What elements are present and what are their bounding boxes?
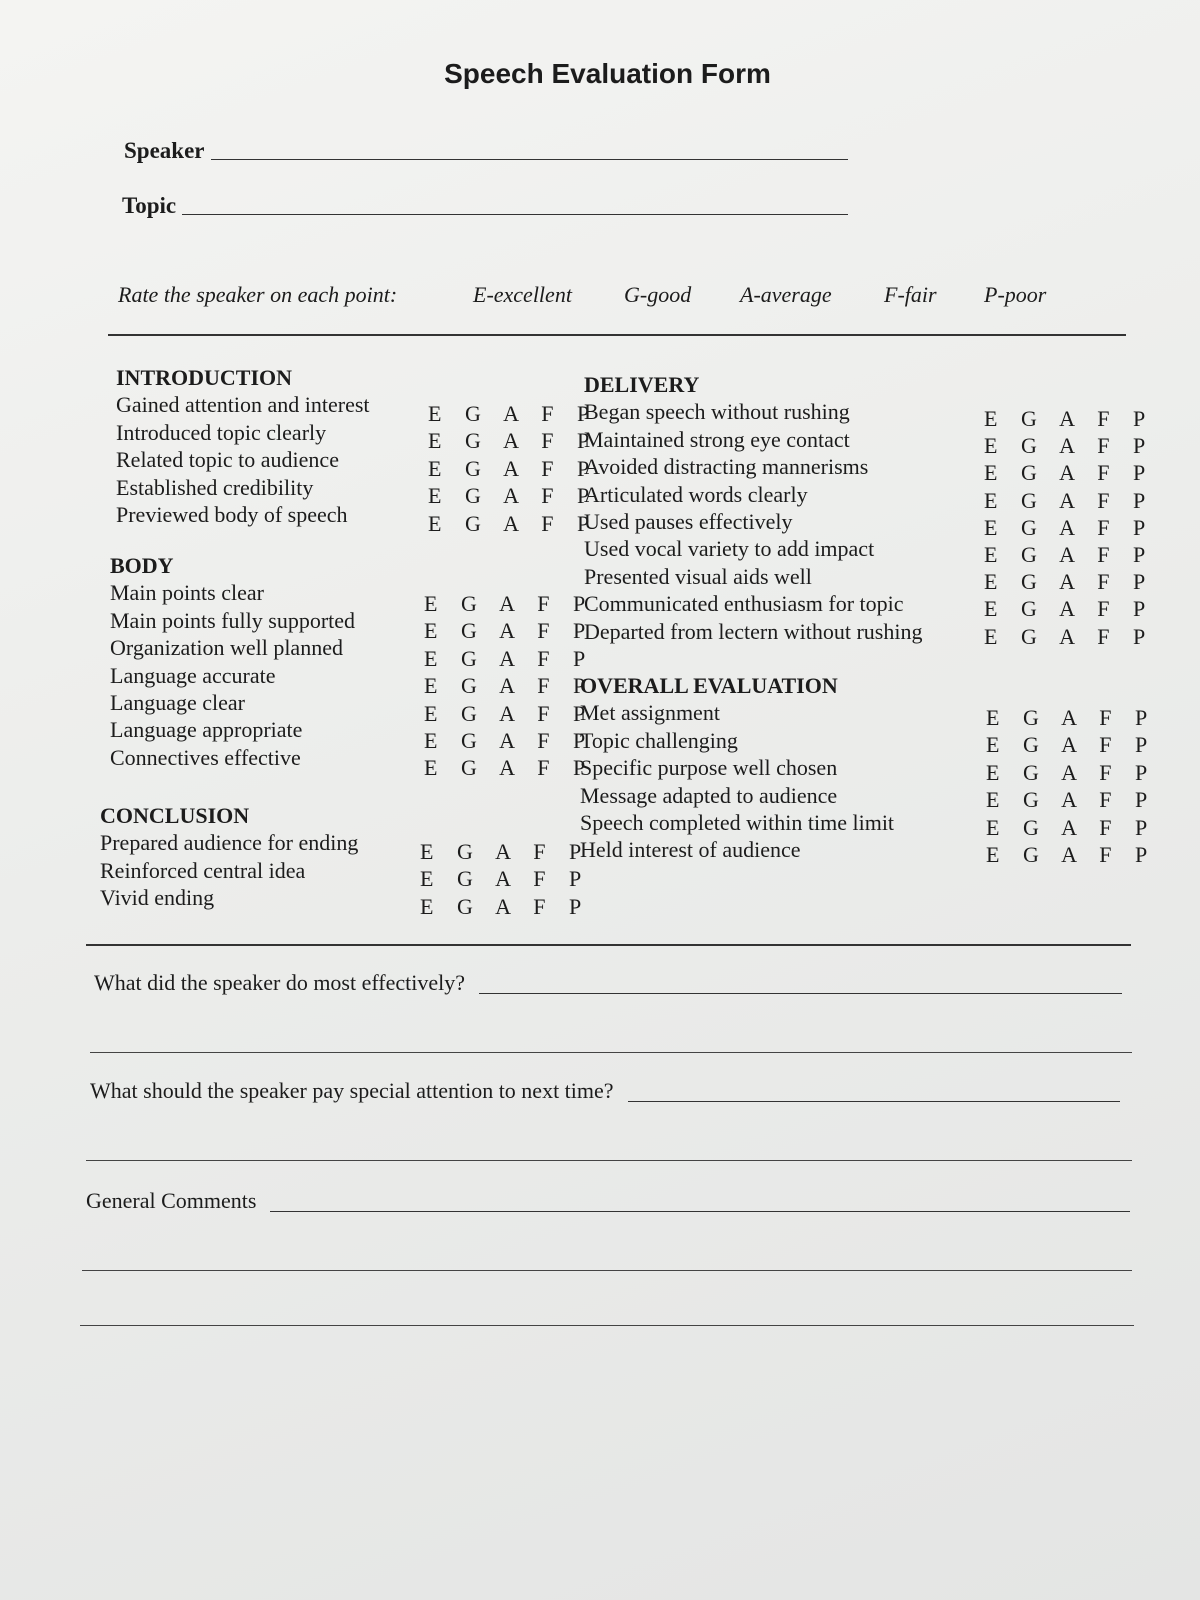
body-heading: BODY bbox=[110, 553, 174, 578]
rating-options[interactable]: E G A F P bbox=[986, 814, 1157, 840]
delivery-item: Articulated words clearly bbox=[584, 481, 808, 507]
rating-options[interactable]: E G A F P bbox=[424, 755, 595, 781]
rating-options[interactable]: E G A F P bbox=[424, 673, 595, 699]
rating-options[interactable]: E G A F P bbox=[428, 510, 599, 536]
topic-field[interactable] bbox=[182, 214, 848, 215]
scale-poor: P-poor bbox=[984, 282, 1047, 307]
comments-line-2[interactable] bbox=[82, 1270, 1132, 1271]
delivery-item: Avoided distracting mannerisms bbox=[584, 454, 869, 480]
overall-item: Specific purpose well chosen bbox=[580, 755, 838, 781]
speaker-field[interactable] bbox=[211, 159, 849, 160]
overall-item: Met assignment bbox=[580, 700, 720, 726]
rating-options[interactable]: E G A F P bbox=[424, 700, 595, 726]
scale-fair: F-fair bbox=[884, 282, 937, 307]
most-effective-label: What did the speaker do most effectively? bbox=[94, 970, 466, 995]
delivery-item: Maintained strong eye contact bbox=[584, 426, 850, 452]
body-item: Language clear bbox=[110, 690, 245, 716]
rating-options[interactable]: E G A F P bbox=[424, 728, 595, 754]
rating-options[interactable]: E G A F P bbox=[986, 705, 1157, 730]
delivery-item: Began speech without rushing bbox=[584, 399, 850, 425]
rating-options[interactable]: E G A F P bbox=[986, 759, 1157, 785]
delivery-item: Communicated enthusiasm for topic bbox=[584, 591, 904, 617]
rating-options[interactable]: E G A F P bbox=[984, 433, 1155, 459]
introduction-heading: INTRODUCTION bbox=[116, 365, 293, 390]
rating-options[interactable]: E G A F P bbox=[984, 487, 1155, 513]
scale-good: G-good bbox=[624, 282, 692, 307]
rating-options[interactable]: E G A F P bbox=[984, 542, 1155, 568]
rating-options[interactable]: E G A F P bbox=[424, 591, 595, 616]
general-comments-label: General Comments bbox=[86, 1188, 257, 1213]
rating-options[interactable]: E G A F P bbox=[986, 787, 1157, 813]
body-item: Language appropriate bbox=[110, 717, 303, 743]
delivery-item: Presented visual aids well bbox=[584, 563, 812, 589]
intro-item: Introduced topic clearly bbox=[116, 419, 327, 445]
rating-options[interactable]: E G A F P bbox=[420, 839, 591, 864]
delivery-section bbox=[584, 371, 922, 645]
rating-options[interactable]: E G A F P bbox=[986, 732, 1157, 758]
rating-options[interactable]: E G A F P bbox=[986, 842, 1157, 868]
next-time-field[interactable] bbox=[628, 1101, 1120, 1102]
intro-item: Related topic to audience bbox=[116, 447, 339, 473]
conclusion-heading: CONCLUSION bbox=[100, 803, 250, 828]
most-effective-field[interactable] bbox=[479, 993, 1122, 994]
scale-excellent: E-excellent bbox=[473, 282, 572, 307]
overall-item: Speech completed within time limit bbox=[580, 810, 895, 836]
general-comments-row bbox=[86, 1188, 1130, 1214]
conclusion-item: Vivid ending bbox=[100, 885, 215, 911]
next-time-label: What should the speaker pay special attention to next time? bbox=[90, 1078, 614, 1103]
rating-options[interactable]: E G A F P bbox=[428, 401, 599, 426]
comments-line-3[interactable] bbox=[80, 1325, 1134, 1326]
introduction-section bbox=[116, 364, 370, 528]
overall-item: Message adapted to audience bbox=[580, 782, 838, 808]
delivery-item: Departed from lectern without rushing bbox=[584, 618, 923, 644]
rating-options[interactable]: E G A F P bbox=[424, 645, 595, 671]
conclusion-ratings bbox=[420, 838, 590, 920]
rating-options[interactable]: E G A F P bbox=[984, 460, 1155, 486]
body-ratings bbox=[424, 590, 594, 782]
rating-options[interactable]: E G A F P bbox=[428, 455, 599, 481]
rating-options[interactable]: E G A F P bbox=[420, 893, 591, 919]
scale-average: A-average bbox=[740, 282, 832, 307]
most-effective-line-2[interactable] bbox=[90, 1052, 1132, 1053]
rating-options[interactable]: E G A F P bbox=[428, 428, 599, 454]
overall-ratings bbox=[986, 704, 1156, 868]
rating-options[interactable]: E G A F P bbox=[424, 618, 595, 644]
ratings-divider bbox=[86, 944, 1131, 946]
rating-options[interactable]: E G A F P bbox=[420, 866, 591, 892]
rating-options[interactable]: E G A F P bbox=[428, 483, 599, 509]
intro-item: Gained attention and interest bbox=[116, 392, 370, 418]
overall-section bbox=[580, 672, 894, 864]
conclusion-section bbox=[100, 802, 358, 912]
body-item: Connectives effective bbox=[110, 744, 301, 770]
delivery-ratings bbox=[984, 405, 1154, 650]
rating-options[interactable]: E G A F P bbox=[984, 596, 1155, 622]
rating-options[interactable]: E G A F P bbox=[984, 406, 1155, 431]
header-divider bbox=[108, 334, 1126, 336]
rating-options[interactable]: E G A F P bbox=[984, 623, 1155, 649]
overall-item: Topic challenging bbox=[580, 727, 738, 753]
topic-label: Topic bbox=[122, 193, 177, 218]
next-time-row bbox=[90, 1078, 1120, 1104]
most-effective-row bbox=[94, 970, 1122, 996]
rating-options[interactable]: E G A F P bbox=[984, 514, 1155, 540]
conclusion-item: Reinforced central idea bbox=[100, 857, 306, 883]
body-item: Language accurate bbox=[110, 662, 276, 688]
rating-options[interactable]: E G A F P bbox=[984, 569, 1155, 595]
body-item: Main points fully supported bbox=[110, 607, 356, 633]
overall-item: Held interest of audience bbox=[580, 837, 801, 863]
delivery-item: Used pauses effectively bbox=[584, 509, 793, 535]
scale-prompt: Rate the speaker on each point: bbox=[118, 282, 398, 307]
topic-row bbox=[122, 193, 848, 219]
intro-item: Previewed body of speech bbox=[116, 502, 348, 528]
general-comments-field[interactable] bbox=[270, 1211, 1130, 1212]
delivery-item: Used vocal variety to add impact bbox=[584, 536, 875, 562]
speaker-row bbox=[124, 138, 848, 164]
form-title: Speech Evaluation Form bbox=[444, 58, 771, 89]
overall-heading: OVERALL EVALUATION bbox=[580, 673, 838, 698]
speaker-label: Speaker bbox=[124, 138, 205, 163]
conclusion-item: Prepared audience for ending bbox=[100, 830, 359, 856]
delivery-heading: DELIVERY bbox=[584, 372, 700, 397]
intro-ratings bbox=[428, 400, 598, 537]
next-time-line-2[interactable] bbox=[86, 1160, 1132, 1161]
body-item: Organization well planned bbox=[110, 635, 343, 661]
intro-item: Established credibility bbox=[116, 474, 314, 500]
body-section bbox=[110, 552, 355, 771]
body-item: Main points clear bbox=[110, 580, 264, 606]
